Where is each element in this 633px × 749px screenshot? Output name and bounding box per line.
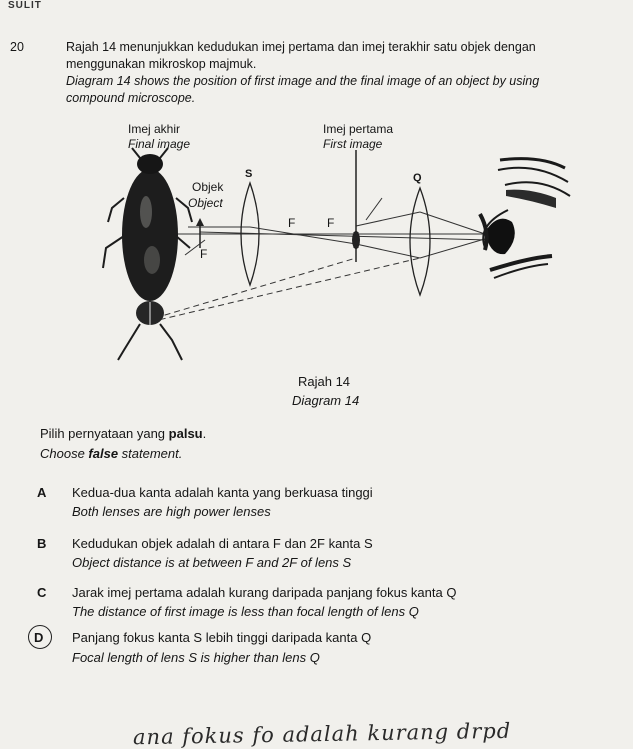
- page-header-code: SULIT: [8, 0, 42, 11]
- option-a-malay: Kedua-dua kanta adalah kanta yang berkuasa tinggi: [72, 485, 373, 500]
- instruction-english: Choose false statement.: [40, 446, 183, 461]
- option-c-letter[interactable]: C: [37, 585, 47, 600]
- first-image-label-english: First image: [323, 137, 383, 151]
- option-d-malay: Panjang fokus kanta S lebih tinggi daripada kanta Q: [72, 630, 372, 645]
- option-d-english: Focal length of lens S is higher than lens Q: [72, 650, 320, 665]
- diagram-caption-malay: Rajah 14: [298, 374, 351, 389]
- question-english-line-2: compound microscope.: [66, 91, 196, 105]
- object-label-english: Object: [188, 196, 223, 210]
- diagram-caption-english: Diagram 14: [292, 393, 360, 408]
- question-english-line-1: Diagram 14 shows the position of first image and the final image of an object by using: [66, 74, 540, 88]
- beetle-final-image-icon: [103, 148, 192, 360]
- lens-q-label: Q: [413, 172, 422, 184]
- option-c-english: The distance of first image is less than focal length of lens Q: [72, 604, 419, 619]
- option-a-english: Both lenses are high power lenses: [72, 504, 271, 519]
- first-image-label-malay: Imej pertama: [323, 122, 394, 136]
- option-b-malay: Kedudukan objek adalah di antara F dan 2F kanta S: [72, 536, 373, 551]
- instruction-malay: Pilih pernyataan yang palsu.: [40, 426, 207, 441]
- ray-axis-parallel: [200, 232, 488, 240]
- question-malay-line-2: menggunakan mikroskop majmuk.: [66, 57, 257, 71]
- lens-q: [410, 188, 430, 295]
- eye-icon: [480, 159, 570, 278]
- final-image-label-malay: Imej akhir: [128, 122, 181, 136]
- object-label-malay: Objek: [192, 180, 224, 194]
- lens-s-label: S: [245, 168, 253, 180]
- option-d-letter[interactable]: D: [34, 630, 44, 645]
- option-a-letter[interactable]: A: [37, 485, 47, 500]
- option-c-malay: Jarak imej pertama adalah kurang daripada panjang fokus kanta Q: [72, 585, 457, 600]
- virtual-ray-lower: [150, 258, 420, 322]
- handwritten-note: ana fokus fo adalah kurang drpd: [132, 718, 512, 749]
- option-b-english: Object distance is at between F and 2F of lens S: [72, 555, 352, 570]
- final-image-label-english: Final image: [128, 137, 191, 151]
- focal-point-f-middle: F: [288, 216, 296, 230]
- question-malay-line-1: Rajah 14 menunjukkan kedudukan imej pertama dan imej terakhir satu objek dengan: [66, 40, 536, 54]
- focal-point-f-left: F: [200, 247, 208, 261]
- question-number: 20: [10, 40, 24, 54]
- option-b-letter[interactable]: B: [37, 536, 47, 551]
- focal-point-f-right: F: [327, 216, 335, 230]
